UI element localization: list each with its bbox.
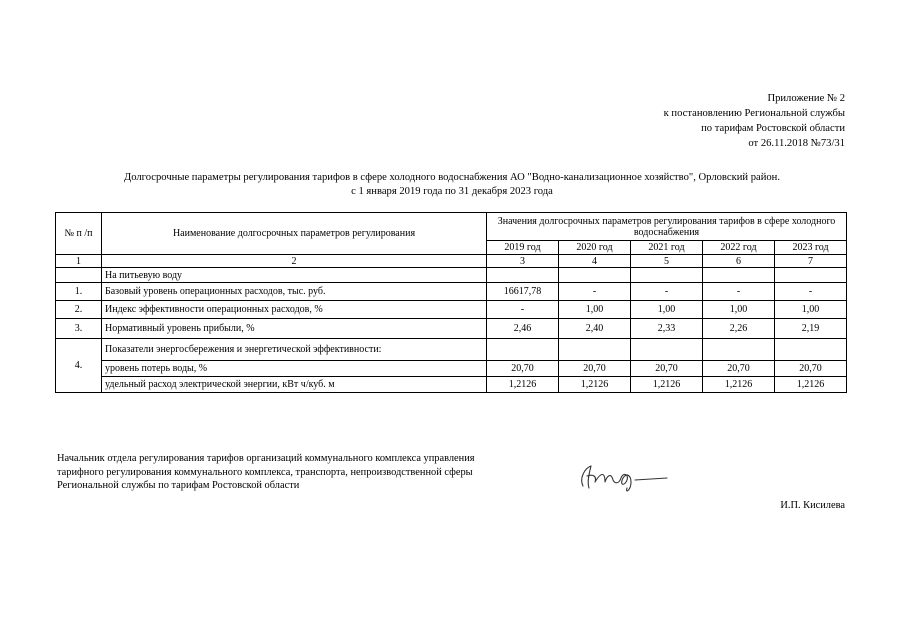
row-value: 1,00	[559, 301, 631, 319]
header-year: 2022 год	[703, 241, 775, 255]
group-heading-row	[56, 339, 847, 361]
row-value: -	[631, 283, 703, 301]
row-name: уровень потерь воды, %	[102, 361, 487, 377]
group-heading: Показатели энергосбережения и энергетической эффективности:	[102, 339, 487, 361]
section-label: На питьевую воду	[102, 268, 487, 283]
signer-line-3: Региональной службы по тарифам Ростовской области	[57, 480, 300, 491]
row-num: 2.	[56, 301, 102, 319]
title-line-1: Долгосрочные параметры регулирования тарифов в сфере холодного водоснабжения АО "Водно-канализационное хозяйство", Орловский район.	[124, 172, 780, 183]
column-number: 5	[631, 255, 703, 268]
signer-line-1: Начальник отдела регулирования тарифов организаций коммунального комплекса управления	[57, 453, 475, 464]
parameters-table	[55, 212, 847, 393]
title-line-2: с 1 января 2019 года по 31 декабря 2023 года	[351, 186, 553, 197]
row-name: Базовый уровень операционных расходов, тыс. руб.	[102, 283, 487, 301]
header-values-group: Значения долгосрочных параметров регулирования тарифов в сфере холодного водоснабжения	[487, 213, 847, 241]
table-row	[56, 319, 847, 339]
header-year: 2019 год	[487, 241, 559, 255]
signer-position	[57, 452, 527, 493]
row-name: Нормативный уровень прибыли, %	[102, 319, 487, 339]
row-value: 20,70	[559, 361, 631, 377]
group-num: 4.	[56, 339, 102, 393]
row-value: 20,70	[775, 361, 847, 377]
row-value: 16617,78	[487, 283, 559, 301]
row-num: 3.	[56, 319, 102, 339]
appendix-line-1: Приложение № 2	[767, 93, 845, 104]
header-num: № п /п	[56, 213, 102, 255]
row-value: 20,70	[703, 361, 775, 377]
row-name: Индекс эффективности операционных расходов, %	[102, 301, 487, 319]
row-num: 1.	[56, 283, 102, 301]
row-value: -	[775, 283, 847, 301]
handwritten-signature	[575, 458, 675, 494]
column-number: 2	[102, 255, 487, 268]
column-number: 7	[775, 255, 847, 268]
row-value: 1,00	[703, 301, 775, 319]
appendix-note	[545, 91, 845, 151]
row-value: 1,00	[775, 301, 847, 319]
table-row	[56, 283, 847, 301]
row-value: 1,2126	[775, 377, 847, 393]
row-value: 2,46	[487, 319, 559, 339]
row-value: 2,19	[775, 319, 847, 339]
row-value: -	[703, 283, 775, 301]
row-value: 1,2126	[559, 377, 631, 393]
row-value: 2,33	[631, 319, 703, 339]
signer-name: И.П. Кисилева	[780, 500, 845, 511]
appendix-line-3: по тарифам Ростовской области	[701, 123, 845, 134]
row-value: 20,70	[631, 361, 703, 377]
appendix-line-2: к постановлению Региональной службы	[663, 108, 845, 119]
header-year: 2020 год	[559, 241, 631, 255]
table-row	[56, 301, 847, 319]
row-value: 2,40	[559, 319, 631, 339]
column-number: 1	[56, 255, 102, 268]
row-value: 1,2126	[631, 377, 703, 393]
column-number: 3	[487, 255, 559, 268]
header-year: 2023 год	[775, 241, 847, 255]
column-number-row	[56, 255, 847, 268]
table-row	[56, 361, 847, 377]
appendix-line-4: от 26.11.2018 №73/31	[748, 138, 845, 149]
header-year: 2021 год	[631, 241, 703, 255]
column-number: 6	[703, 255, 775, 268]
signer-line-2: тарифного регулирования коммунального комплекса, транспорта, непроизводственной сферы	[57, 466, 473, 478]
column-number: 4	[559, 255, 631, 268]
row-value: 1,00	[631, 301, 703, 319]
header-name: Наименование долгосрочных параметров регулирования	[102, 213, 487, 255]
row-value: 2,26	[703, 319, 775, 339]
row-name: удельный расход электрической энергии, кВт ч/куб. м	[102, 377, 487, 393]
row-value: 1,2126	[487, 377, 559, 393]
row-value: -	[487, 301, 559, 319]
row-value: 1,2126	[703, 377, 775, 393]
row-value: -	[559, 283, 631, 301]
document-title	[56, 171, 848, 199]
row-value: 20,70	[487, 361, 559, 377]
table-row	[56, 377, 847, 393]
section-row	[56, 268, 847, 283]
